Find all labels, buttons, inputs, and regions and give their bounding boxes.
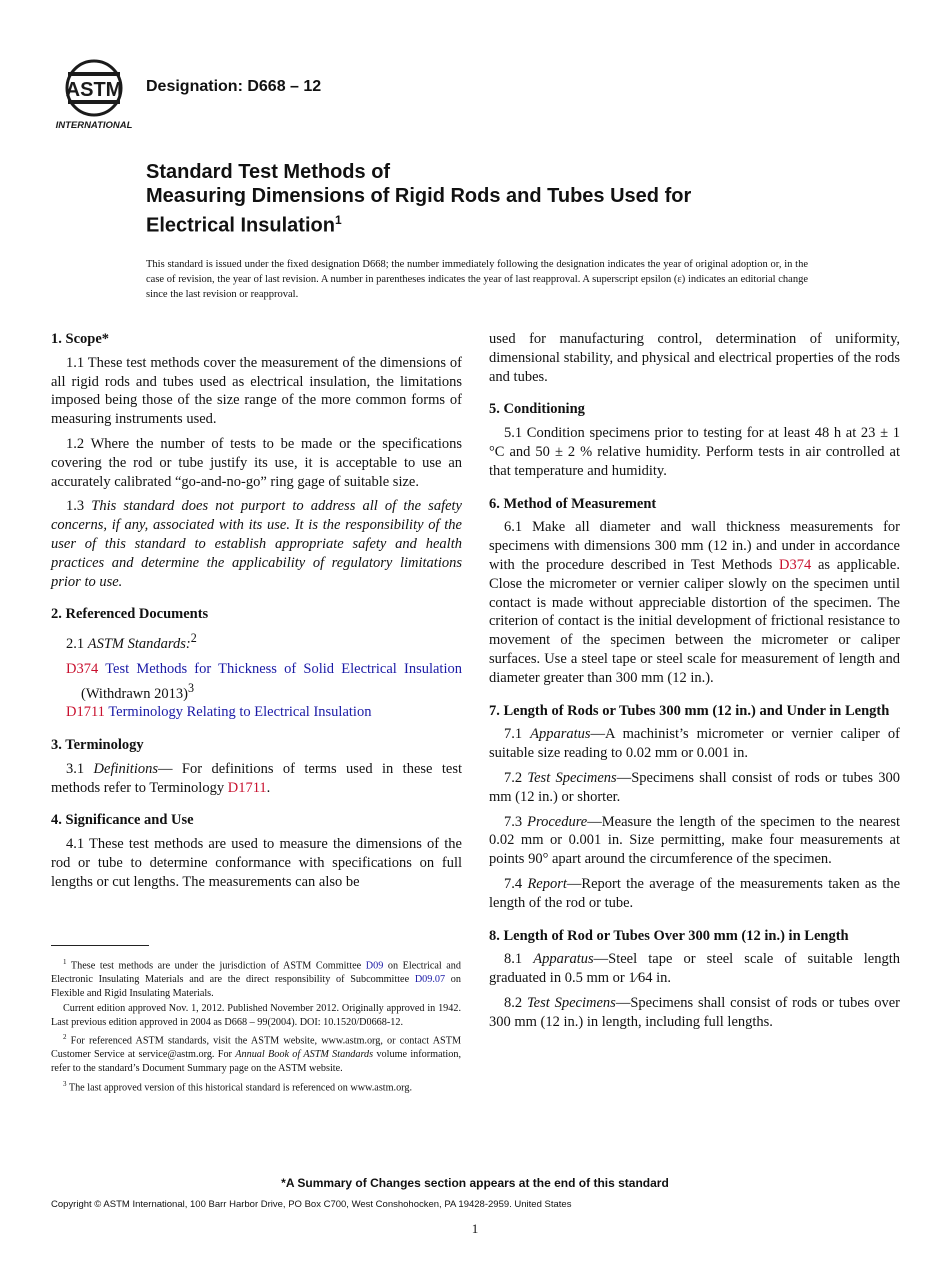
para-1-3 bbox=[51, 497, 462, 591]
section-3-heading: 3. Terminology bbox=[51, 737, 144, 753]
para-7-1-num: 7.1 bbox=[504, 726, 531, 743]
footnote-1-b: on Electrical and Electronic Insulating Materials and are the direct responsibility of Subcommittee bbox=[51, 960, 461, 985]
footnote-3-mark: 3 bbox=[63, 1079, 67, 1088]
footnote-1-a: These test methods are under the jurisdiction of ASTM Committee bbox=[66, 960, 366, 972]
section-7-heading: 7. Length of Rods or Tubes 300 mm (12 in.) and Under in Length bbox=[489, 702, 890, 719]
para-6-1-b: as applicable. Close the micrometer or vernier caliper slowly on the specimen until contact is made without appreciable distortion of the specimen. The criterion of contact is the initial development of frictional resistance to movement of the specimen between the micrometer or caliper surfaces. Use a steel tape or steel scale for measurement of length and diameter greater than 300 mm (12 in.). bbox=[489, 556, 900, 686]
copyright-line: Copyright © ASTM International, 100 Barr Harbor Drive, PO Box C700, West Conshohocken, PA 19428-2959. United States bbox=[51, 1199, 572, 1210]
para-6-1 bbox=[489, 518, 900, 687]
logo-text: ASTM bbox=[65, 79, 123, 101]
para-7-2-num: 7.2 bbox=[504, 769, 528, 786]
ref-d1711-inline-link[interactable]: D1711 bbox=[227, 779, 267, 796]
footnote-3 bbox=[51, 1078, 461, 1095]
designation: Designation: D668 – 12 bbox=[146, 78, 322, 95]
footnotes bbox=[51, 956, 461, 1097]
footnote-1-c: on Flexible and Rigid Insulating Materials. bbox=[51, 973, 461, 999]
para-7-2 bbox=[489, 769, 900, 807]
para-3-1-text: — For definitions of terms used in these test methods refer to Terminology bbox=[51, 760, 463, 796]
section-2-heading: 2. Referenced Documents bbox=[51, 606, 209, 623]
right-column bbox=[489, 330, 900, 1038]
para-3-1 bbox=[51, 760, 462, 798]
para-8-1-num: 8.1 bbox=[504, 951, 534, 968]
ref-d1711-title-link[interactable]: Terminology Relating to Electrical Insulation bbox=[108, 704, 372, 721]
para-4-1-part-b: used for manufacturing control, determination of uniformity, dimensional stability, and physical and electrical properties of the rods and tubes. bbox=[489, 331, 900, 385]
para-8-2 bbox=[489, 994, 900, 1032]
para-3-1-num: 3.1 bbox=[66, 760, 94, 777]
issuance-notice: This standard is issued under the fixed designation D668; the number immediately following the designation indicates the year of original adoption or, in the case of revision, the year of last revision. A number in parentheses indicates the year of last reapproval. A superscript epsilon (ε) indicates an editorial change since the last revision or reapproval. bbox=[146, 259, 808, 300]
ref-d374-title-link[interactable]: Test Methods for Thickness of Solid Electrical Insulation bbox=[105, 660, 462, 677]
logo-subtext: INTERNATIONAL bbox=[55, 120, 133, 131]
footnote-1 bbox=[51, 956, 461, 1000]
footnote-2-mark: 2 bbox=[63, 1033, 67, 1042]
title-line-2: Measuring Dimensions of Rigid Rods and Tubes Used for bbox=[146, 185, 692, 207]
ref-d374-link[interactable]: D374 bbox=[66, 660, 99, 677]
title-line-3 bbox=[146, 208, 866, 238]
ref-d374-note: (Withdrawn 2013) bbox=[81, 685, 188, 702]
para-2-1-sup: 2 bbox=[190, 631, 197, 646]
footnote-divider bbox=[51, 945, 149, 946]
para-7-3-text: —Measure the length of the specimen to the nearest 0.02 mm or 0.001 in. Size permitting, make four measurements at points 90° apart around the circumference of the specimen. bbox=[489, 813, 901, 868]
para-7-2-term: Test Specimens bbox=[527, 769, 617, 786]
para-3-1-end: . bbox=[266, 779, 271, 796]
para-8-1-term: Apparatus bbox=[533, 951, 594, 968]
para-7-3-num: 7.3 bbox=[504, 813, 528, 830]
title-line-3-text: Electrical Insulation bbox=[146, 214, 335, 237]
summary-of-changes-note: *A Summary of Changes section appears at the end of this standard bbox=[281, 1176, 669, 1190]
ref-d1711-link[interactable]: D1711 bbox=[66, 704, 105, 721]
section-5-heading: 5. Conditioning bbox=[489, 401, 585, 418]
section-1-heading: 1. Scope* bbox=[51, 331, 109, 347]
para-7-1 bbox=[489, 725, 900, 763]
footnote-1-mark: 1 bbox=[63, 958, 67, 966]
ref-d374-sup: 3 bbox=[187, 680, 194, 695]
footnote-1-edition: Current edition approved Nov. 1, 2012. Published November 2012. Originally approved in 1942. Last previous edition approved in 2004 as D668 – 99(2004). DOI: 10.1520/D0668-12. bbox=[51, 1003, 461, 1028]
para-7-4 bbox=[489, 875, 900, 913]
para-5-1: 5.1 Condition specimens prior to testing for at least 48 h at 23 ± 1 °C and 50 ± 2 % relative humidity. Perform tests in air controlled at that temperature and humidity. bbox=[489, 425, 900, 479]
para-2-1-text: ASTM Standards: bbox=[87, 635, 191, 652]
footnote-2-italic: Annual Book of ASTM Standards bbox=[235, 1049, 374, 1061]
para-8-2-num: 8.2 bbox=[504, 994, 527, 1011]
para-1-3-text: This standard does not purport to address all of the safety concerns, if any, associated with its use. It is the responsibility of the user of this standard to establish appropriate safety and health practices and determine the applicability of regulatory limitations prior to use. bbox=[51, 498, 462, 590]
para-1-3-num: 1.3 bbox=[66, 498, 92, 515]
footnote-3-text: The last approved version of this historical standard is referenced on www.astm.org. bbox=[66, 1081, 413, 1093]
document-title bbox=[146, 160, 866, 238]
para-7-4-num: 7.4 bbox=[504, 875, 528, 892]
section-6-heading: 6. Method of Measurement bbox=[489, 495, 657, 512]
title-line-1: Standard Test Methods of bbox=[146, 161, 391, 183]
para-7-4-text: —Report the average of the measurements taken as the length of the rod or tube. bbox=[489, 875, 901, 911]
para-6-1-a: 6.1 Make all diameter and wall thickness measurements for specimens with dimensions 300 mm (12 in.) and under in accordance with the procedure described in Test Methods bbox=[489, 519, 900, 573]
title-footnote-mark: 1 bbox=[334, 213, 342, 227]
para-8-1 bbox=[489, 950, 900, 988]
footnote-2-a: For referenced ASTM standards, visit the ASTM website, www.astm.org, or contact ASTM Customer Service at service@astm.org. For bbox=[51, 1035, 461, 1061]
para-7-4-term: Report bbox=[527, 875, 567, 892]
ref-d374-inline-link[interactable]: D374 bbox=[778, 556, 812, 573]
para-1-1: 1.1 These test methods cover the measurement of the dimensions of all rigid rods and tubes used as electrical insulation, the limitations imposed being those of the size range of the more common forms of measuring instruments used. bbox=[51, 354, 462, 428]
subcommittee-d0907-link[interactable]: D09.07 bbox=[414, 973, 446, 985]
astm-logo bbox=[52, 58, 136, 132]
page-number: 1 bbox=[471, 1221, 479, 1236]
reference-d374 bbox=[51, 660, 462, 703]
para-2-1 bbox=[51, 629, 462, 654]
para-3-1-term: Definitions bbox=[93, 760, 158, 777]
para-7-3-term: Procedure bbox=[527, 813, 588, 830]
para-2-1-num: 2.1 bbox=[66, 635, 88, 652]
reference-d1711 bbox=[51, 703, 462, 722]
committee-d09-link[interactable]: D09 bbox=[365, 960, 384, 972]
para-8-2-text: —Specimens shall consist of rods or tubes over 300 mm (12 in.) in length, including full lengths. bbox=[489, 994, 900, 1030]
footnote-2 bbox=[51, 1031, 461, 1075]
section-4-heading: 4. Significance and Use bbox=[51, 812, 194, 829]
para-7-1-term: Apparatus bbox=[530, 726, 591, 743]
para-8-1-text: —Steel tape or steel scale of suitable length graduated in 0.5 mm or 1⁄64 in. bbox=[489, 951, 900, 987]
para-8-2-term: Test Specimens bbox=[526, 994, 616, 1011]
para-7-2-text: —Specimens shall consist of rods or tubes 300 mm (12 in.) or shorter. bbox=[489, 769, 900, 805]
para-4-1-part-a: 4.1 These test methods are used to measure the dimensions of the rod or tube to determine conformance with specifications on full lengths or cut lengths. The measurements can also be bbox=[51, 836, 462, 890]
footnote-2-b: volume information, refer to the standard’s Document Summary page on the ASTM website. bbox=[51, 1049, 461, 1074]
para-7-1-text: —A machinist’s micrometer or vernier caliper of suitable size reading to 0.02 mm or 0.001 in. bbox=[489, 726, 900, 762]
left-column bbox=[51, 330, 462, 898]
para-7-3 bbox=[489, 813, 900, 869]
section-8-heading: 8. Length of Rod or Tubes Over 300 mm (12 in.) in Length bbox=[489, 927, 849, 944]
para-1-2: 1.2 Where the number of tests to be made or the specifications covering the rod or tube justify its use, it is acceptable to use an accurately calibrated “go-and-no-go” ring gage of suitable size. bbox=[51, 435, 462, 490]
